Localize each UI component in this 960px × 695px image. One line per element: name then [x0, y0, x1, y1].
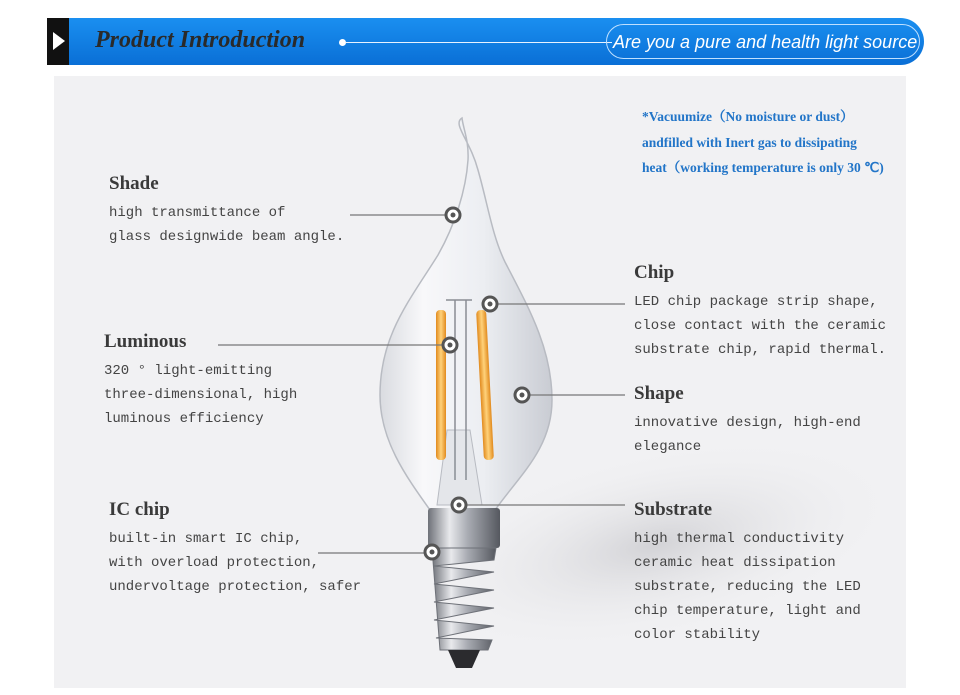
- bulb-collar: [428, 508, 500, 548]
- desc-line: color stability: [634, 627, 761, 643]
- desc-line: innovative design, high-end: [634, 415, 861, 431]
- note-line: heat（working temperature is only 30 ℃): [642, 160, 884, 175]
- desc-line: chip temperature, light and: [634, 603, 861, 619]
- vacuum-note: [642, 104, 884, 181]
- callout-marker: [425, 545, 439, 559]
- feature-luminous-desc: [104, 359, 297, 431]
- feature-shape-desc: [634, 411, 861, 459]
- feature-ic-chip-title: IC chip: [109, 499, 170, 520]
- feature-shade-title: Shade: [109, 173, 159, 194]
- desc-line: high thermal conductivity: [634, 531, 845, 547]
- callout-marker: [515, 388, 529, 402]
- desc-line: undervoltage protection, safer: [109, 579, 362, 595]
- desc-line: ceramic heat dissipation: [634, 555, 836, 571]
- feature-chip-desc: [634, 290, 886, 362]
- bulb-tip: [448, 650, 480, 668]
- desc-line: three-dimensional, high: [104, 387, 298, 403]
- desc-line: built-in smart IC chip,: [109, 531, 303, 547]
- feature-chip-title: Chip: [634, 262, 675, 283]
- page-title: Product Introduction: [95, 27, 306, 53]
- feature-luminous-title: Luminous: [104, 331, 187, 352]
- callout-marker: [443, 338, 457, 352]
- note-line: *Vacuumize（No moisture or dust）: [642, 109, 854, 124]
- callout-marker: [483, 297, 497, 311]
- feature-substrate-desc: [634, 527, 861, 647]
- slogan-text: Are you a pure and health light source: [613, 32, 918, 52]
- desc-line: substrate chip, rapid thermal.: [634, 342, 887, 358]
- callout-marker: [452, 498, 466, 512]
- desc-line: with overload protection,: [109, 555, 320, 571]
- desc-line: LED chip package strip shape,: [634, 294, 878, 310]
- filament-left: [436, 310, 446, 460]
- note-line: andfilled with Inert gas to dissipating: [642, 134, 857, 150]
- desc-line: luminous efficiency: [104, 411, 264, 427]
- desc-line: elegance: [634, 439, 702, 455]
- callout-marker: [446, 208, 460, 222]
- desc-line: substrate, reducing the LED: [634, 579, 861, 595]
- feature-shade-desc: [109, 201, 344, 249]
- desc-line: 320 ° light-emitting: [104, 363, 273, 379]
- feature-ic-chip-desc: [109, 527, 361, 599]
- feature-shape-title: Shape: [634, 383, 684, 404]
- desc-line: close contact with the ceramic: [634, 318, 887, 334]
- desc-line: high transmittance of: [109, 205, 286, 221]
- desc-line: glass designwide beam angle.: [109, 229, 345, 245]
- feature-substrate-title: Substrate: [634, 499, 713, 520]
